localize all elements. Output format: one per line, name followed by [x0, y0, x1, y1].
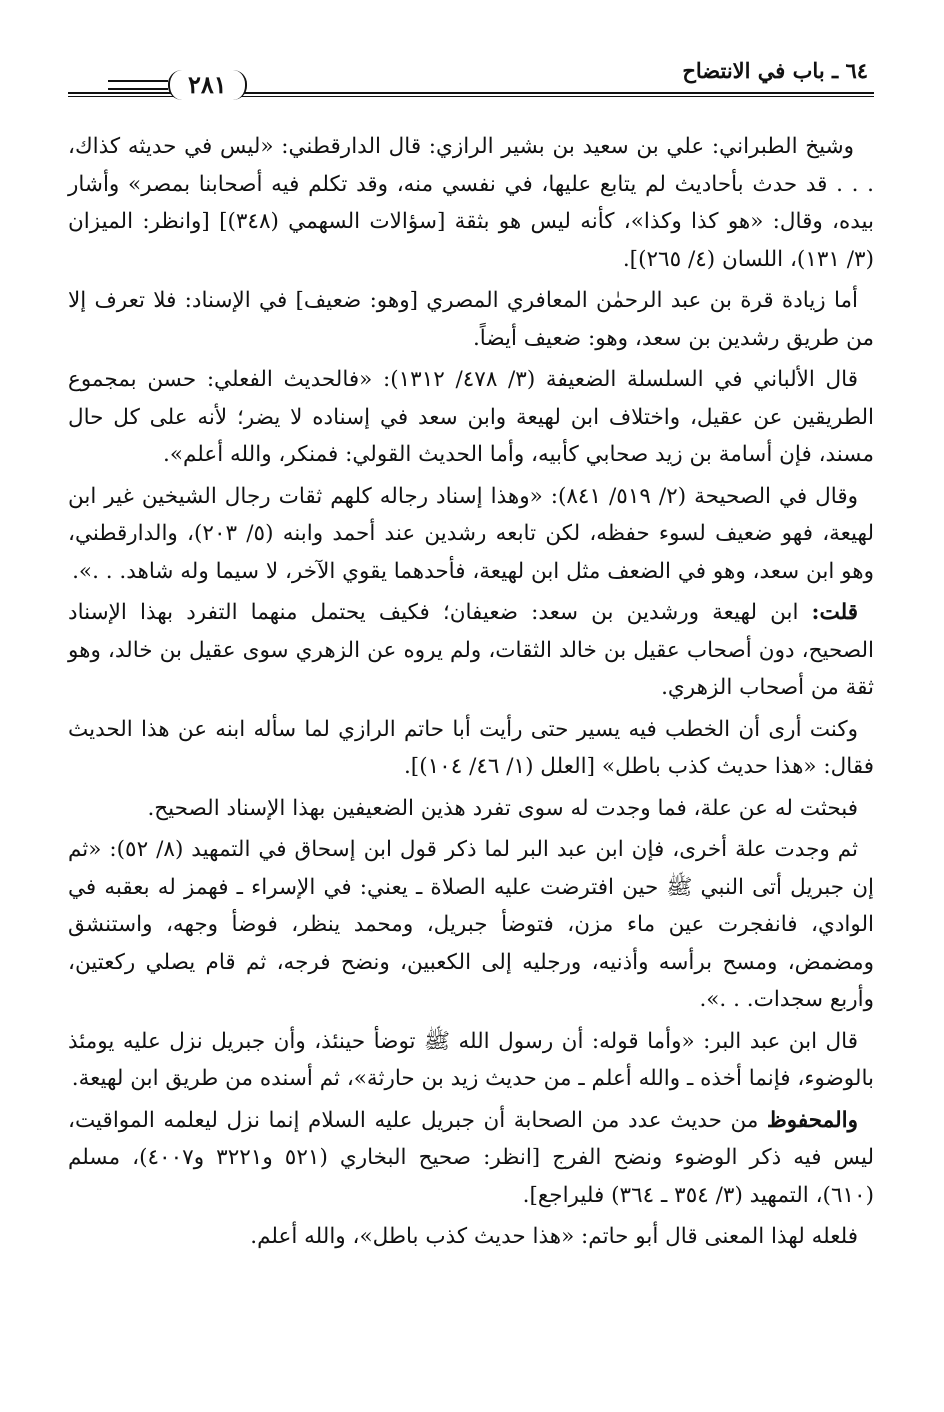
paragraph-text: من حديث عدد من الصحابة أن جبريل عليه السلام إنما نزل ليعلمه المواقيت، ليس فيه ذكر الوضوء ونضح الفرج [انظر: صحيح البخاري (٥٢١ و٣٢٢١ و٤٠٠٧)، مسلم (٦١٠)، التمهيد (٣/ ٣٥٤ ـ ٣٦٤) فليراجع].: [68, 1107, 875, 1208]
paragraph-text: ثم وجدت علة أخرى، فإن ابن عبد البر لما ذكر قول ابن إسحاق في التمهيد (٨/ ٥٢): «ثم إن جبريل أتى النبي ﷺ حين افترضت عليه الصلاة ـ يعني: في الإسراء ـ فهمز له بعقبه في الوادي، فانفجرت عين ماء مزن، فتوضأ جبريل، ومحمد ينظر، فوضأ وجهه، واستنشق ومضمض، ومسح برأسه وأذنيه، ورجليه إلى الكعبين، ونضح فرجه، ثم قام يصلي ركعتين، وأربع سجدات. . .».: [68, 837, 874, 1012]
body-text: [68, 128, 874, 1256]
paragraph-2: [68, 282, 874, 357]
paragraph-5: [68, 594, 874, 707]
paragraph-text: قال الألباني في السلسلة الضعيفة (٣/ ٤٧٨/ ١٣١٢): «فالحديث الفعلي: حسن بمجموع الطريقين عن عقيل، واختلاف ابن لهيعة وابن سعد في إسناده لا يضر؛ لأنه على كل حال مسند، فإن أسامة بن زيد صحابي كأبيه، وأما الحديث القولي: فمنكر، والله أعلم».: [68, 367, 874, 467]
paragraph-text: ابن لهيعة ورشدين بن سعد: ضعيفان؛ فكيف يحتمل منهما التفرد بهذا الإسناد الصحيح، دون أصحاب عقيل بن خالد الثقات، ولم يروه عن الزهري سوى عقيل بن خالد، وهو ثقة من أصحاب الزهري.: [68, 600, 874, 700]
paragraph-text: قال ابن عبد البر: «وأما قوله: أن رسول الله ﷺ توضأ حينئذ، وأن جبريل نزل عليه يومئذ بالوضوء، فإنما أخذه ـ والله أعلم ـ من حديث زيد بن حارثة»، ثم أسنده من طريق ابن لهيعة.: [68, 1028, 874, 1091]
paragraph-6: [68, 711, 874, 786]
paragraph-text: وقال في الصحيحة (٢/ ٥١٩/ ٨٤١): «وهذا إسناد رجاله كلهم ثقات رجال الشيخين غير ابن لهيعة، فهو ضعيف لسوء حفظه، لكن تابعه رشدين عند أحمد وابنه (٥/ ٢٠٣)، والدارقطني، وهو ابن سعد، وهو في الضعف مثل ابن لهيعة، فأحدهما يقوي الآخر، لا سيما وله شاهد. . .».: [68, 483, 875, 584]
paragraph-text: فبحثت له عن علة، فما وجدت له سوى تفرد هذين الضعيفين بهذا الإسناد الصحيح.: [147, 795, 858, 821]
paragraph-9: [68, 1023, 874, 1098]
paragraph-text: فلعله لهذا المعنى قال أبو حاتم: «هذا حديث كذب باطل»، والله أعلم.: [250, 1224, 858, 1249]
page-header: [68, 56, 874, 104]
paragraph-11: [68, 1218, 874, 1256]
badge-ornament-lines: [108, 80, 168, 90]
running-title: ٦٤ ـ باب في الانتضاح: [682, 58, 868, 83]
paragraph-4: [68, 478, 874, 591]
page-number-badge: [108, 64, 247, 100]
paragraph-text: وشيخ الطبراني: علي بن سعيد بن بشير الرازي: قال الدارقطني: «ليس في حديثه كذاك، . . . قد حدث بأحاديث لم يتابع عليها، في نفسي منه، وقد تكلم فيه أصحابنا بمصر» وأشار بيده، وقال: «هو كذا وكذا»، كأنه ليس هو بثقة [سؤالات السهمي (٣٤٨)] [وانظر: الميزان (٣/ ١٣١)، اللسان (٤/ ٢٦٥)].: [68, 134, 874, 272]
paragraph-7: [68, 790, 874, 828]
paragraph-lead: والمحفوظ: [766, 1107, 858, 1133]
paragraph-3: [68, 361, 874, 474]
paragraph-lead: قلت:: [811, 600, 858, 625]
paragraph-8: [68, 831, 874, 1019]
page-number: ٢٨١: [168, 70, 247, 100]
paragraph-10: [68, 1102, 874, 1215]
paragraph-text: وكنت أرى أن الخطب فيه يسير حتى رأيت أبا حاتم الرازي لما سأله ابنه عن هذا الحديث فقال: «هذا حديث كذب باطل» [العلل (١/ ٤٦/ ١٠٤)].: [68, 716, 874, 779]
paragraph-text: أما زيادة قرة بن عبد الرحمٰن المعافري المصري [وهو: ضعيف] في الإسناد: فلا تعرف إلا من طريق رشدين بن سعد، وهو: ضعيف أيضاً.: [68, 288, 874, 351]
paragraph-1: [68, 128, 874, 278]
